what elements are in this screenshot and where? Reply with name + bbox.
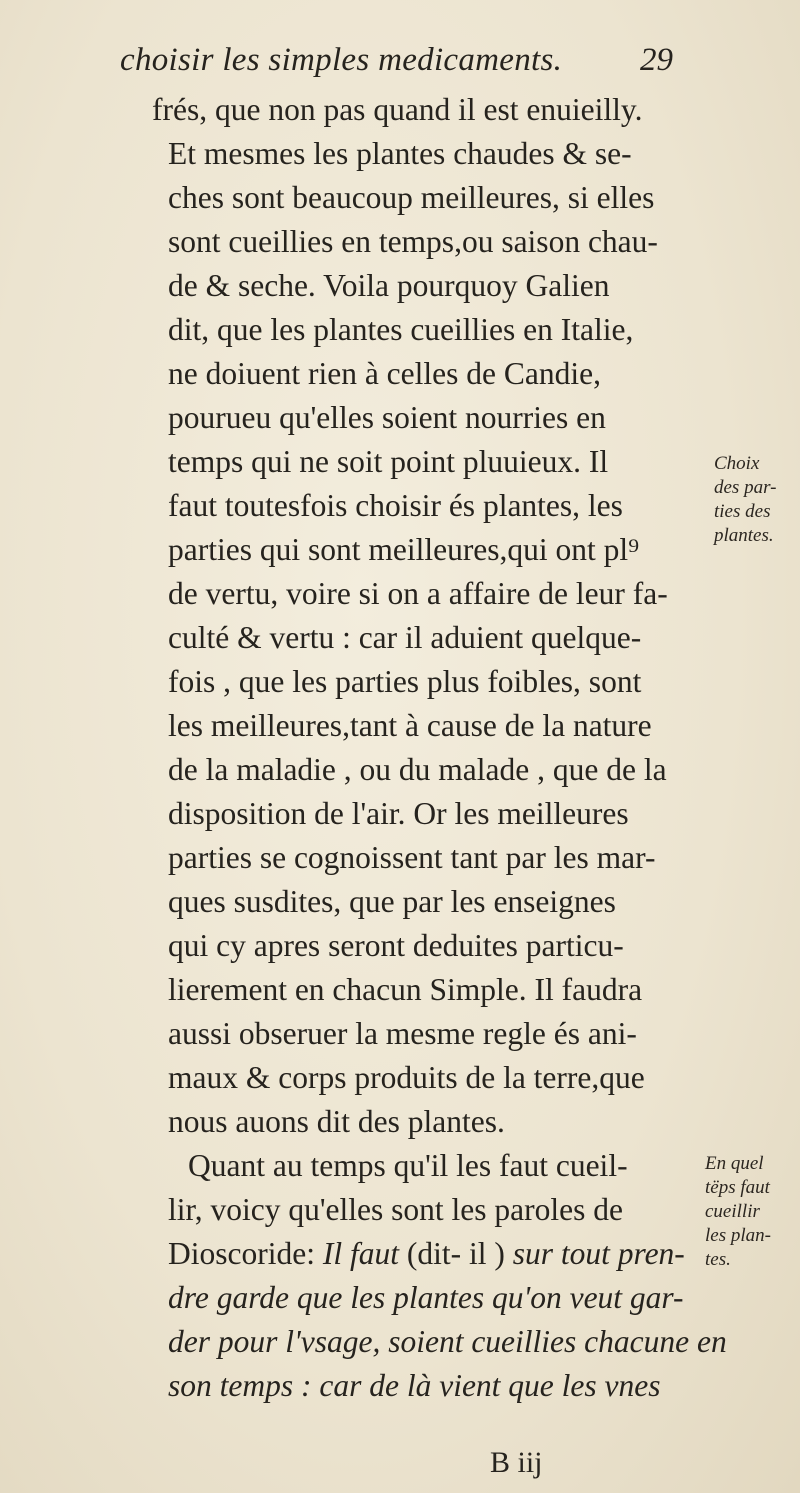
text-line-8: pourueu qu'elles soient nourries en bbox=[168, 400, 606, 435]
text-line-26: lir, voicy qu'elles sont les paroles de bbox=[168, 1192, 623, 1227]
text-line-17: disposition de l'air. Or les meilleures bbox=[168, 796, 629, 831]
text-line-30: son temps : car de là vient que les vnes bbox=[168, 1368, 661, 1403]
text-line-29: der pour l'vsage, soient cueillies chacune en bbox=[168, 1324, 727, 1359]
text-line-15: les meilleures,tant à cause de la nature bbox=[168, 708, 652, 743]
text-line-1: frés, que non pas quand il est enuieilly. bbox=[152, 92, 643, 127]
text-line-18: parties se cognoissent tant par les mar- bbox=[168, 840, 656, 875]
text-line-4: sont cueillies en temps,ou saison chau- bbox=[168, 224, 658, 259]
line-27-roman-a: Dioscoride: bbox=[168, 1236, 323, 1271]
margin-note-line: En quel bbox=[705, 1153, 764, 1174]
text-line-3: ches sont beaucoup meilleures, si elles bbox=[168, 180, 655, 215]
text-line-6: dit, que les plantes cueillies en Italie, bbox=[168, 312, 634, 347]
line-27-roman-b: (dit- il ) bbox=[398, 1236, 513, 1271]
line-27-italic-b: sur tout pren- bbox=[512, 1236, 685, 1271]
margin-note-line: cueillir bbox=[705, 1201, 760, 1222]
line-27-italic-a: Il faut bbox=[322, 1236, 399, 1271]
text-line-2: Et mesmes les plantes chaudes & se- bbox=[168, 136, 632, 171]
text-line-11: parties qui sont meilleures,qui ont pl⁹ bbox=[168, 532, 640, 567]
margin-note-line: plantes. bbox=[714, 525, 774, 546]
text-line-19: ques susdites, que par les enseignes bbox=[168, 884, 616, 919]
margin-note-line: tes. bbox=[705, 1249, 731, 1270]
signature-mark: B iij bbox=[490, 1446, 543, 1479]
margin-note-line: Choix bbox=[714, 453, 760, 474]
margin-note-line: ties des bbox=[714, 501, 771, 522]
running-head: choisir les simples medicaments. bbox=[120, 42, 563, 78]
text-line-5: de & seche. Voila pourquoy Galien bbox=[168, 268, 610, 303]
text-line-9: temps qui ne soit point pluuieux. Il bbox=[168, 444, 609, 479]
text-line-16: de la maladie , ou du malade , que de la bbox=[168, 752, 667, 787]
text-line-14: fois , que les parties plus foibles, sont bbox=[168, 664, 642, 699]
text-line-27 bbox=[168, 1232, 685, 1276]
margin-note-line: tëps faut bbox=[705, 1177, 770, 1198]
margin-note-choix bbox=[714, 452, 776, 548]
text-line-22: aussi obseruer la mesme regle és ani- bbox=[168, 1016, 637, 1051]
margin-note-temps bbox=[705, 1152, 771, 1272]
text-line-25: Quant au temps qu'il les faut cueil- bbox=[188, 1148, 628, 1183]
margin-note-line: des par- bbox=[714, 477, 777, 498]
text-line-10: faut toutesfois choisir és plantes, les bbox=[168, 488, 623, 523]
text-line-28: dre garde que les plantes qu'on veut gar- bbox=[168, 1280, 684, 1315]
page-header bbox=[120, 42, 680, 88]
text-line-7: ne doiuent rien à celles de Candie, bbox=[168, 356, 601, 391]
text-line-12: de vertu, voire si on a affaire de leur fa- bbox=[168, 576, 668, 611]
text-line-21: lierement en chacun Simple. Il faudra bbox=[168, 972, 643, 1007]
text-line-23: maux & corps produits de la terre,que bbox=[168, 1060, 645, 1095]
page-number: 29 bbox=[640, 42, 673, 78]
text-line-20: qui cy apres seront deduites particu- bbox=[168, 928, 624, 963]
text-line-24: nous auons dit des plantes. bbox=[168, 1104, 505, 1139]
margin-note-line: les plan- bbox=[705, 1225, 771, 1246]
text-line-13: culté & vertu : car il aduient quelque- bbox=[168, 620, 642, 655]
